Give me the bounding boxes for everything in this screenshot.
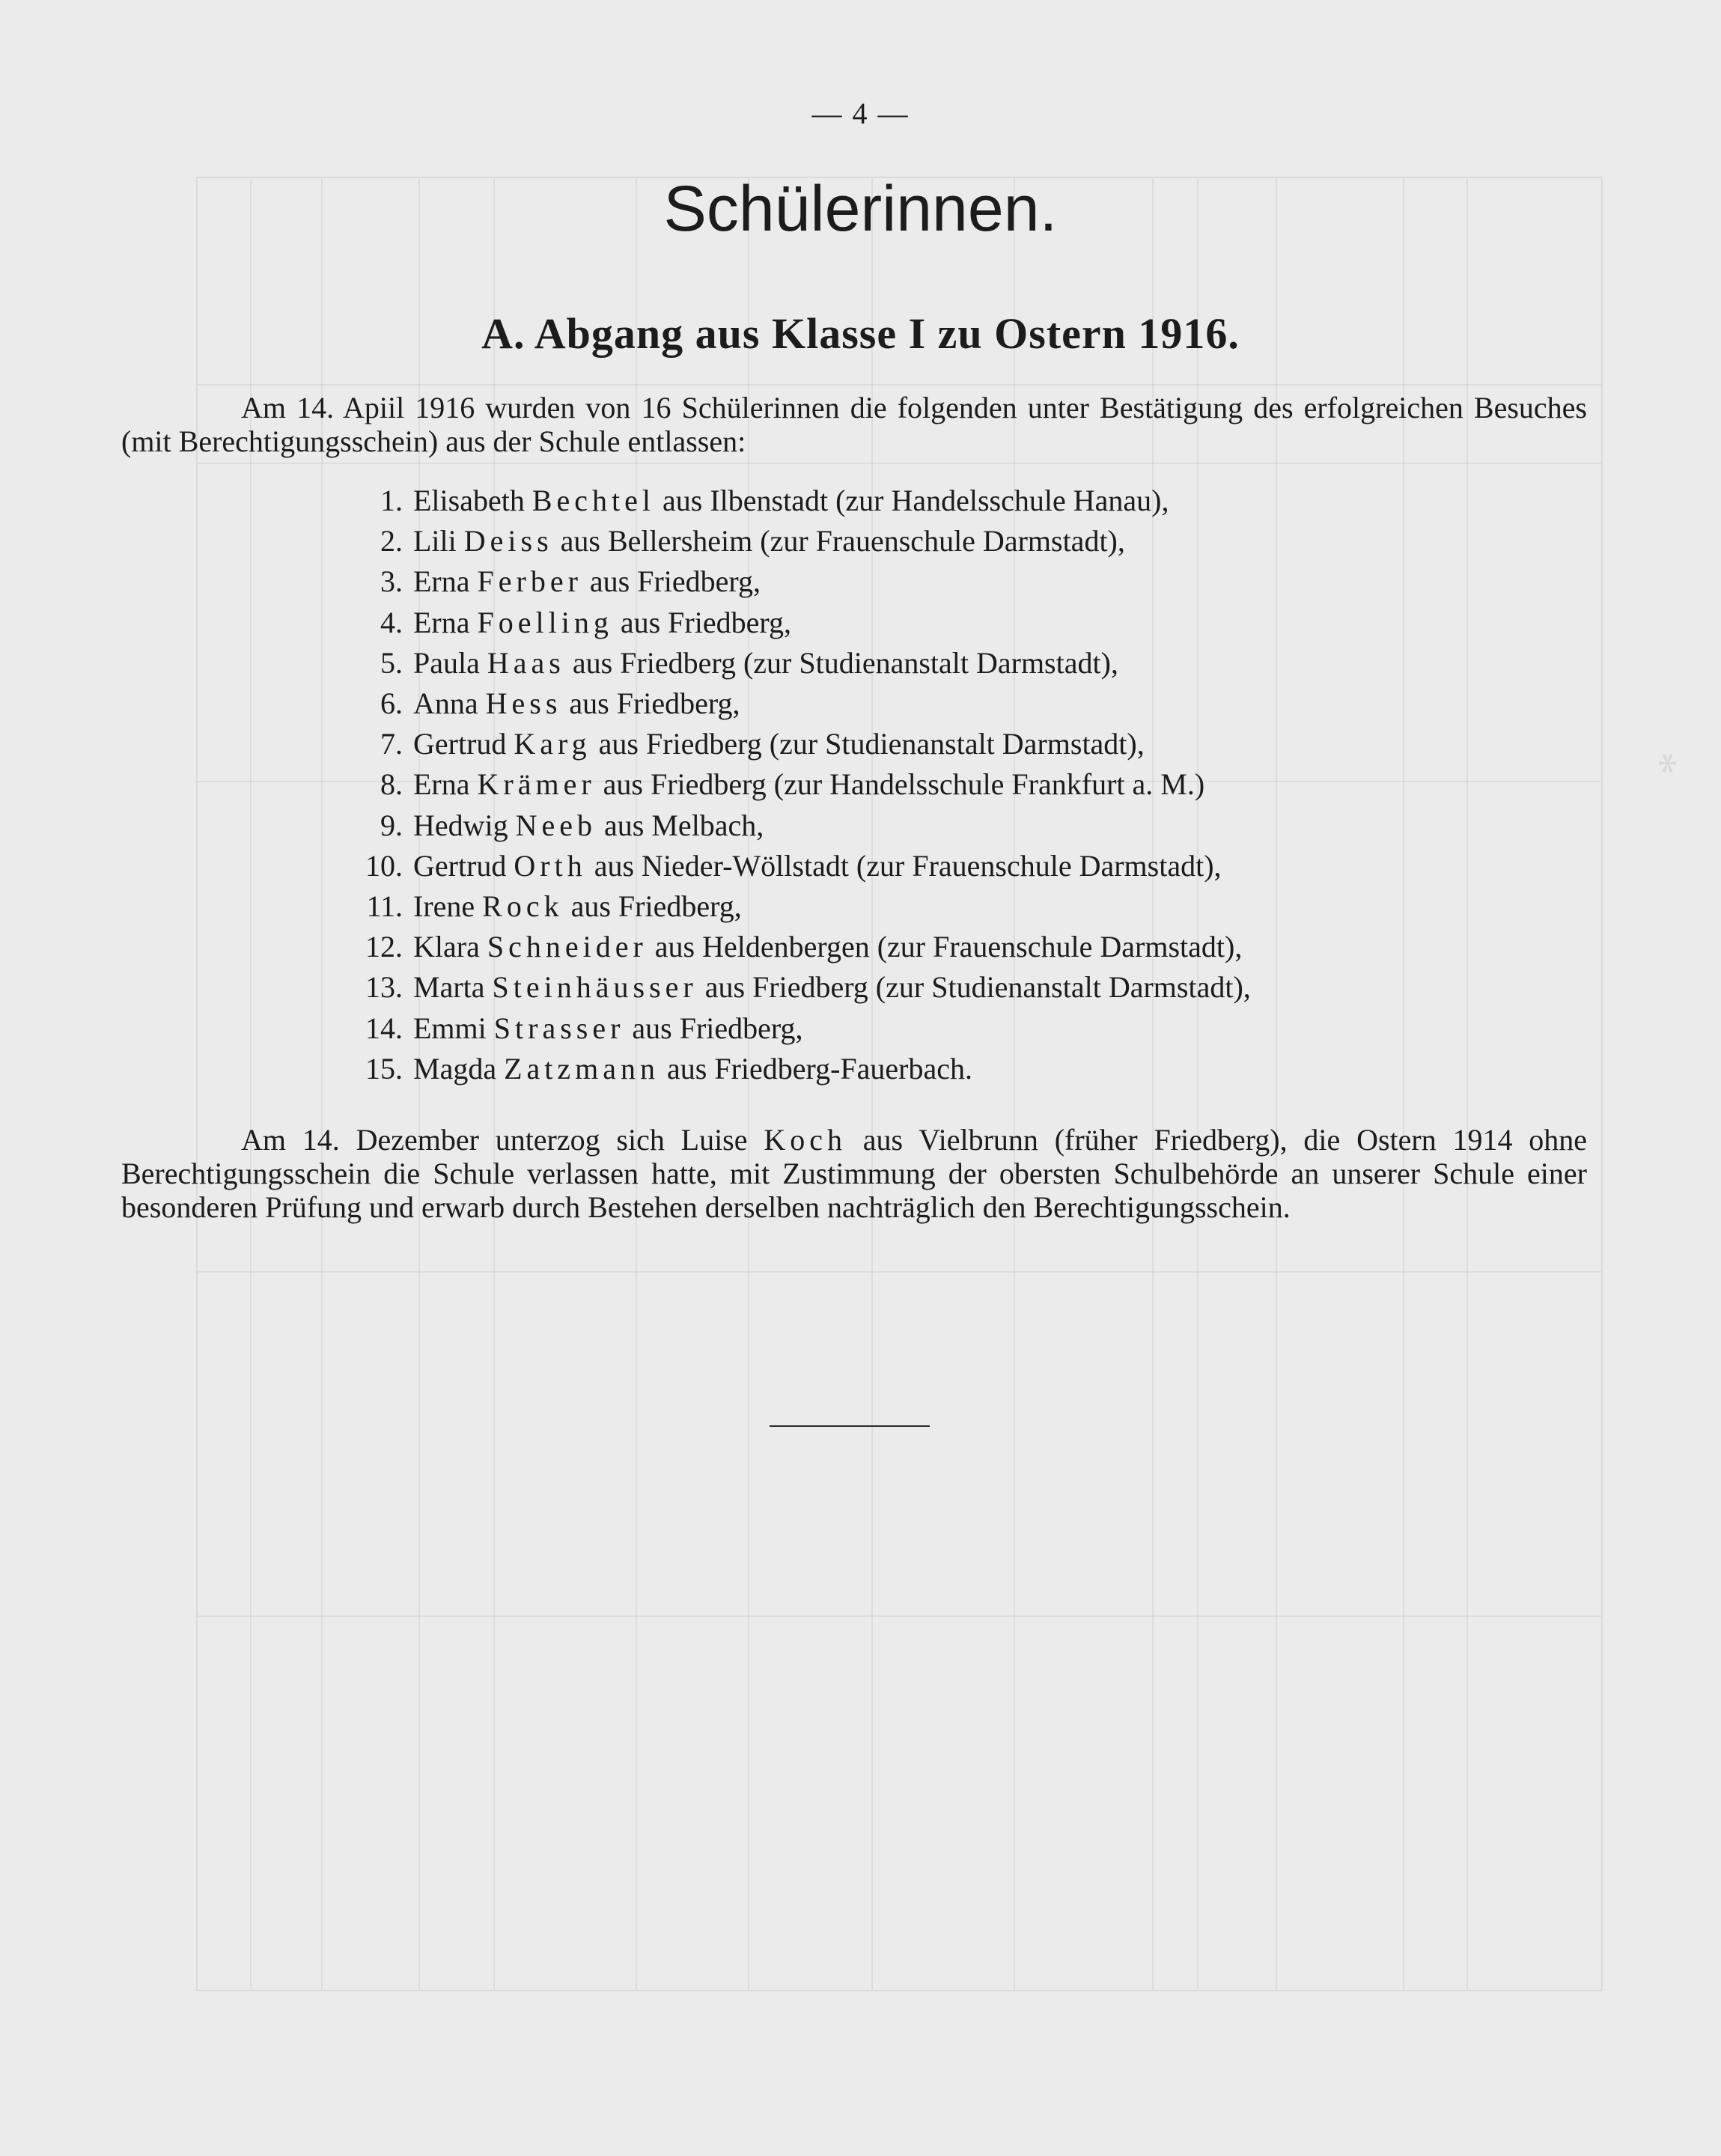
student-origin: aus Friedberg (zur Handelsschule Frankfurt a. M.) xyxy=(603,767,1205,802)
student-number: 15. xyxy=(365,1051,403,1085)
student-entry xyxy=(413,603,791,643)
student-item xyxy=(329,1049,1512,1089)
student-last-name: Orth xyxy=(514,848,587,883)
student-item xyxy=(329,967,1512,1008)
student-item xyxy=(329,846,1512,886)
student-first-name: Emmi xyxy=(413,1011,487,1045)
student-last-name: Strasser xyxy=(493,1011,625,1045)
student-origin: aus Friedberg, xyxy=(620,605,791,639)
student-item xyxy=(329,764,1512,805)
student-last-name: Neeb xyxy=(515,808,597,842)
student-last-name: Foelling xyxy=(477,605,613,639)
closing-name: Koch xyxy=(764,1123,847,1157)
student-number: 9. xyxy=(380,808,403,842)
student-origin: aus Heldenbergen (zur Frauenschule Darmstadt), xyxy=(654,930,1243,964)
student-list xyxy=(329,481,1512,1089)
student-number: 10. xyxy=(365,848,403,883)
student-entry xyxy=(413,724,1145,764)
student-first-name: Gertrud xyxy=(413,727,507,761)
student-number: 11. xyxy=(366,889,403,924)
closing-paragraph xyxy=(121,1123,1587,1224)
student-first-name: Marta xyxy=(413,970,485,1005)
student-last-name: Haas xyxy=(487,645,565,680)
student-origin: aus Bellersheim (zur Frauenschule Darmstadt), xyxy=(560,524,1125,558)
student-last-name: Karg xyxy=(514,727,591,761)
student-first-name: Hedwig xyxy=(413,808,508,842)
student-item xyxy=(329,561,1512,602)
student-item xyxy=(329,927,1512,967)
page-title: Schülerinnen. xyxy=(663,173,1058,245)
student-entry xyxy=(413,481,1169,521)
student-origin: aus Friedberg, xyxy=(569,686,740,721)
student-origin: aus Friedberg, xyxy=(570,889,742,924)
student-last-name: Hess xyxy=(485,686,562,721)
student-last-name: Ferber xyxy=(477,564,582,599)
student-item xyxy=(329,806,1512,846)
student-first-name: Gertrud xyxy=(413,848,507,883)
student-first-name: Erna xyxy=(413,767,470,802)
student-last-name: Krämer xyxy=(477,767,596,802)
student-item xyxy=(329,1008,1512,1049)
student-item xyxy=(329,683,1512,724)
closing-text-before: Am 14. Dezember unterzog sich Luise xyxy=(241,1123,748,1157)
student-first-name: Erna xyxy=(413,564,470,599)
student-first-name: Elisabeth xyxy=(413,484,525,517)
show-through-text: * xyxy=(1649,749,1700,775)
student-item xyxy=(329,643,1512,683)
student-entry xyxy=(413,806,764,846)
student-first-name: Klara xyxy=(413,930,480,964)
student-origin: aus Melbach, xyxy=(604,808,764,842)
student-number: 4. xyxy=(380,605,403,639)
student-first-name: Magda xyxy=(413,1051,497,1085)
section-heading: A. Abgang aus Klasse I zu Ostern 1916. xyxy=(481,309,1240,358)
closing-text-after: aus Vielbrunn (früher Friedberg), die Ostern 1914 ohne Berechtigungsschein die Schule verlassen hatte, mit Zustimmung der obersten Schulbehörde an unserer Schule einer besonderen Prüfung und erwarb durch Bestehen derselben nachträglich den Berechtigungsschein. xyxy=(121,1123,1588,1224)
student-origin: aus Friedberg, xyxy=(589,564,761,599)
student-number: 5. xyxy=(380,645,403,680)
student-entry xyxy=(413,967,1251,1008)
student-number: 3. xyxy=(380,564,403,599)
student-last-name: Schneider xyxy=(487,930,648,964)
student-number: 8. xyxy=(380,767,403,802)
student-last-name: Rock xyxy=(482,889,564,924)
student-entry xyxy=(413,886,742,927)
student-item xyxy=(329,886,1512,927)
student-first-name: Lili xyxy=(413,524,457,558)
student-last-name: Bechtel xyxy=(531,484,656,517)
end-rule xyxy=(770,1425,930,1427)
student-number: 12. xyxy=(365,930,403,964)
student-entry xyxy=(413,846,1222,886)
student-first-name: Irene xyxy=(413,889,475,924)
student-entry xyxy=(413,1008,803,1049)
student-number: 1. xyxy=(380,484,403,517)
student-entry xyxy=(413,764,1204,805)
page-number: — 4 — xyxy=(811,97,910,130)
student-origin: aus Friedberg (zur Studienanstalt Darmstadt), xyxy=(598,727,1145,761)
student-first-name: Anna xyxy=(413,686,478,721)
student-origin: aus Friedberg, xyxy=(632,1011,803,1045)
student-last-name: Steinhäusser xyxy=(492,970,698,1005)
student-entry xyxy=(413,643,1118,683)
student-number: 14. xyxy=(365,1011,403,1045)
student-entry xyxy=(413,561,761,602)
student-last-name: Zatzmann xyxy=(504,1051,660,1085)
student-entry xyxy=(413,1049,972,1089)
student-origin: aus Friedberg-Fauerbach. xyxy=(667,1051,973,1085)
student-number: 7. xyxy=(380,727,403,761)
student-entry xyxy=(413,927,1242,967)
student-origin: aus Ilbenstadt (zur Handelsschule Hanau), xyxy=(662,484,1169,517)
student-last-name: Deiss xyxy=(463,524,553,558)
student-item xyxy=(329,521,1512,561)
student-origin: aus Nieder-Wöllstadt (zur Frauenschule Darmstadt), xyxy=(594,848,1222,883)
student-number: 6. xyxy=(380,686,403,721)
student-first-name: Erna xyxy=(413,605,470,639)
student-origin: aus Friedberg (zur Studienanstalt Darmstadt), xyxy=(572,645,1118,680)
student-item xyxy=(329,603,1512,643)
student-origin: aus Friedberg (zur Studienanstalt Darmstadt), xyxy=(704,970,1251,1005)
intro-paragraph: Am 14. Apiil 1916 wurden von 16 Schülerinnen die folgenden unter Bestätigung des erfolgreichen Besuches (mit Berechtigungsschein) aus der Schule entlassen: xyxy=(121,391,1587,458)
student-item xyxy=(329,481,1512,521)
student-number: 13. xyxy=(365,970,403,1005)
student-entry xyxy=(413,521,1125,561)
student-entry xyxy=(413,683,740,724)
student-item xyxy=(329,724,1512,764)
student-first-name: Paula xyxy=(413,645,480,680)
student-number: 2. xyxy=(380,524,403,558)
